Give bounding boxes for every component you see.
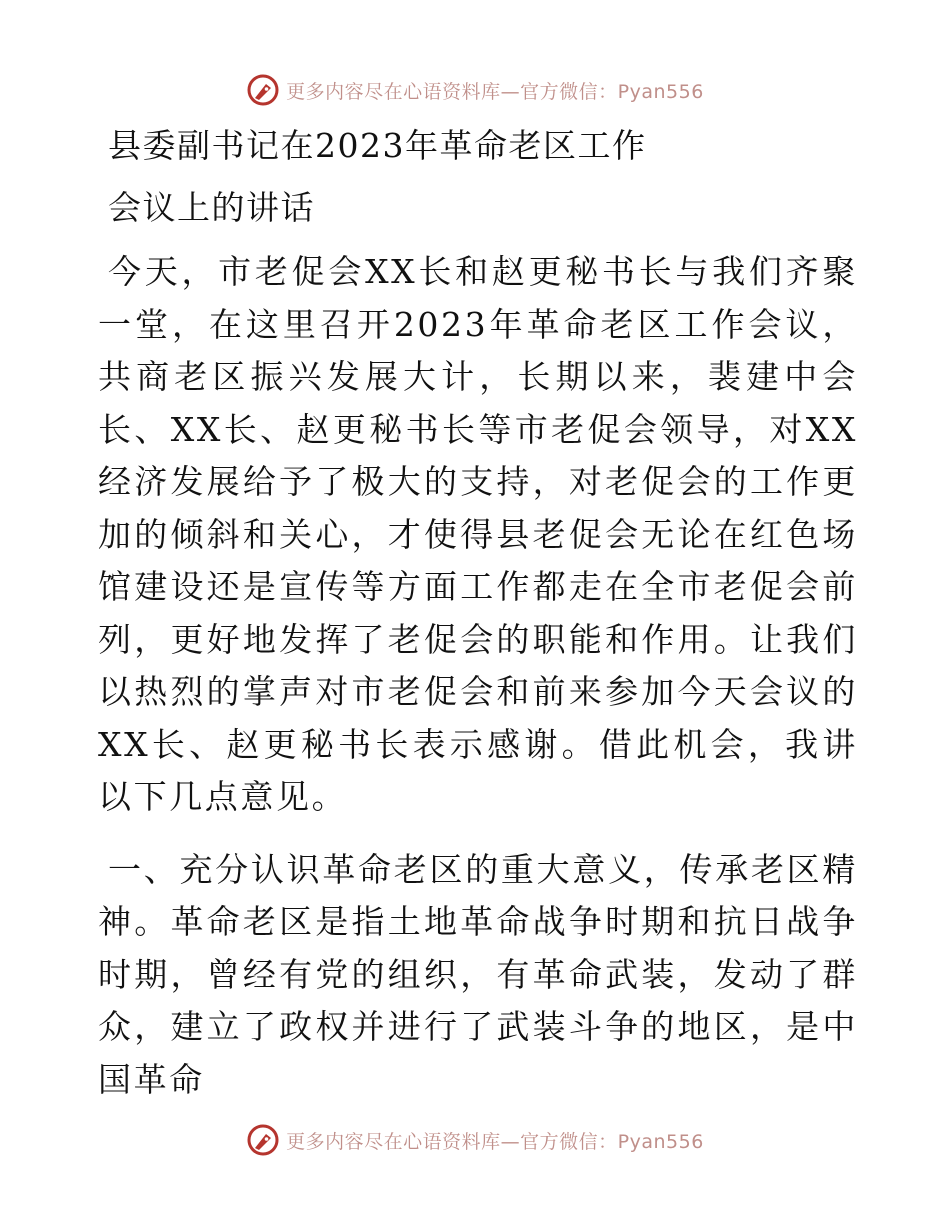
watermark-text: 更多内容尽在心语资料库—官方微信：Pyan556: [286, 1130, 704, 1153]
watermark-footer: [0, 1120, 950, 1160]
watermark-header: [0, 70, 950, 110]
watermark-text: 更多内容尽在心语资料库—官方微信：Pyan556: [286, 80, 704, 103]
document-title-line-1: 县委副书记在2023年革命老区工作: [108, 126, 647, 165]
document-body: [98, 118, 858, 1106]
paragraph-1: 今天，市老促会XX长和赵更秘书长与我们齐聚一堂，在这里召开2023年革命老区工作会议，共商老区振兴发展大计，长期以来，裴建中会长、XX长、赵更秘书长等市老促会领导，对XX经济发展给予了极大的支持，对老促会的工作更加的倾斜和关心，才使得县老促会无论在红色场馆建设还是宣传等方面工作都走在全市老促会前列，更好地发挥了老促会的职能和作用。让我们以热烈的掌声对市老促会和前来参加今天会议的XX长、赵更秘书长表示感谢。借此机会，我讲以下几点意见。: [98, 252, 858, 816]
document-title-line-2: 会议上的讲话: [108, 188, 315, 227]
pen-nib-icon: [246, 1123, 280, 1157]
pen-nib-icon: [246, 73, 280, 107]
paragraph-2: 一、充分认识革命老区的重大意义，传承老区精神。革命老区是指土地革命战争时期和抗日战争时期，曾经有党的组织，有革命武装，发动了群众，建立了政权并进行了武装斗争的地区，是中国革命: [98, 849, 858, 1099]
